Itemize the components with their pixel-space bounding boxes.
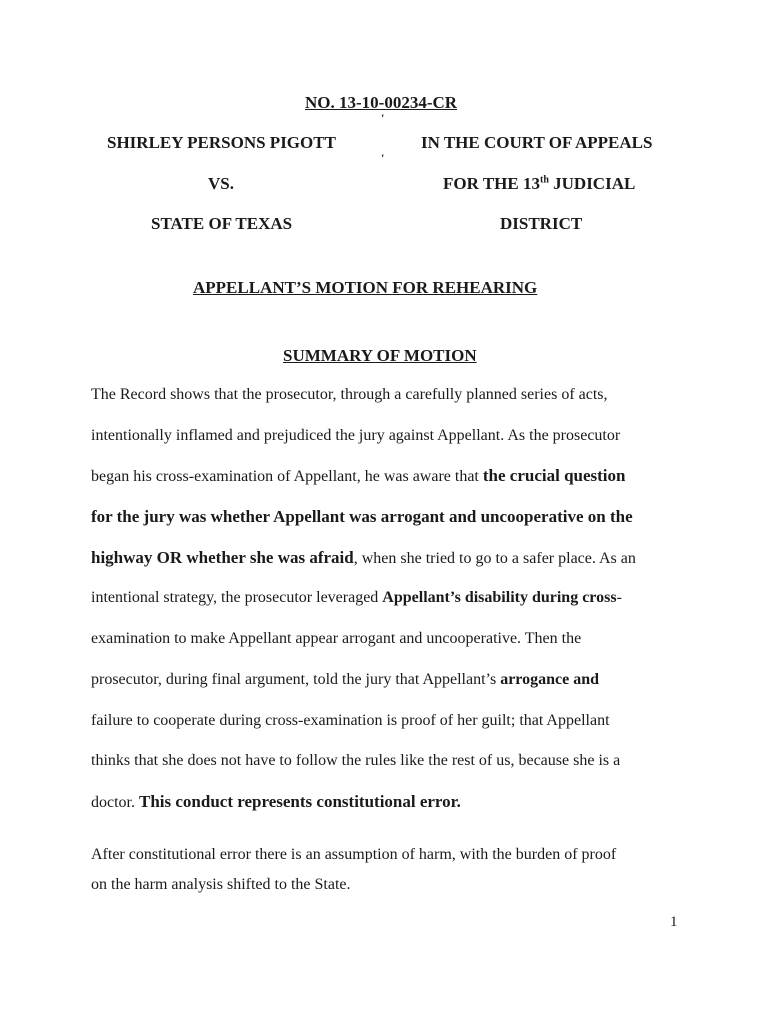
court-district-suffix: JUDICIAL <box>548 174 636 193</box>
summary-paragraph <box>91 386 691 834</box>
case-number: NO. 13-10-00234-CR <box>305 93 458 112</box>
section-heading: SUMMARY OF MOTION <box>283 346 477 365</box>
separator-mark: ' <box>381 151 385 165</box>
text-run: on the harm analysis shifted to the State. <box>91 876 351 893</box>
bold-text-run: This conduct represents constitutional error. <box>139 791 461 811</box>
text-run: , when she tried to go to a safer place. As an <box>353 549 636 567</box>
versus-label: VS. <box>208 174 234 193</box>
summary-line <box>91 712 691 753</box>
bold-text-run: the crucial question <box>482 466 626 486</box>
text-run: After constitutional error there is an assumption of harm, with the burden of proof <box>91 846 617 863</box>
party-appellee: STATE OF TEXAS <box>151 214 293 233</box>
text-run: examination to make Appellant appear arrogant and uncooperative. Then the <box>91 630 582 648</box>
summary-line <box>91 467 691 508</box>
separator-mark: ' <box>381 111 385 125</box>
ordinal-suffix: th <box>539 174 549 186</box>
text-run: thinks that she does not have to follow the rules like the rest of us, because she is a <box>91 752 621 770</box>
summary-line <box>91 386 691 427</box>
summary-line <box>91 427 691 468</box>
court-name: IN THE COURT OF APPEALS <box>421 133 653 152</box>
page-number: 1 <box>670 914 678 930</box>
summary-line <box>91 752 691 793</box>
court-district-line <box>443 174 635 194</box>
summary-line <box>91 589 691 630</box>
text-run: - <box>616 589 622 607</box>
party-appellant: SHIRLEY PERSONS PIGOTT <box>107 133 336 152</box>
text-run: failure to cooperate during cross-examination is proof of her guilt; that Appellant <box>91 711 610 729</box>
court-district-word: DISTRICT <box>500 214 583 233</box>
summary-line <box>91 549 691 590</box>
bold-text-run: arrogance and <box>500 670 600 688</box>
harm-paragraph <box>91 846 616 906</box>
bold-text-run: for the jury was whether Appellant was arrogant and uncooperative on the <box>91 507 633 527</box>
court-district-prefix: FOR THE 13 <box>443 174 540 193</box>
text-run: The Record shows that the prosecutor, through a carefully planned series of acts, <box>91 386 608 403</box>
text-run: prosecutor, during final argument, told the jury that Appellant’s <box>91 670 501 688</box>
paragraph-line <box>91 846 616 876</box>
summary-line <box>91 671 691 712</box>
text-run: doctor. <box>91 793 139 811</box>
bold-text-run: highway OR whether she was afraid <box>91 547 354 567</box>
summary-line <box>91 793 691 834</box>
motion-title: APPELLANT’S MOTION FOR REHEARING <box>193 278 538 297</box>
text-run: intentional strategy, the prosecutor leveraged <box>91 589 383 607</box>
text-run: intentionally inflamed and prejudiced the jury against Appellant. As the prosecutor <box>91 426 621 444</box>
summary-line <box>91 630 691 671</box>
summary-line <box>91 508 691 549</box>
paragraph-line <box>91 876 616 906</box>
bold-text-run: Appellant’s disability during cross <box>382 589 617 607</box>
text-run: began his cross-examination of Appellant, he was aware that <box>91 468 483 486</box>
